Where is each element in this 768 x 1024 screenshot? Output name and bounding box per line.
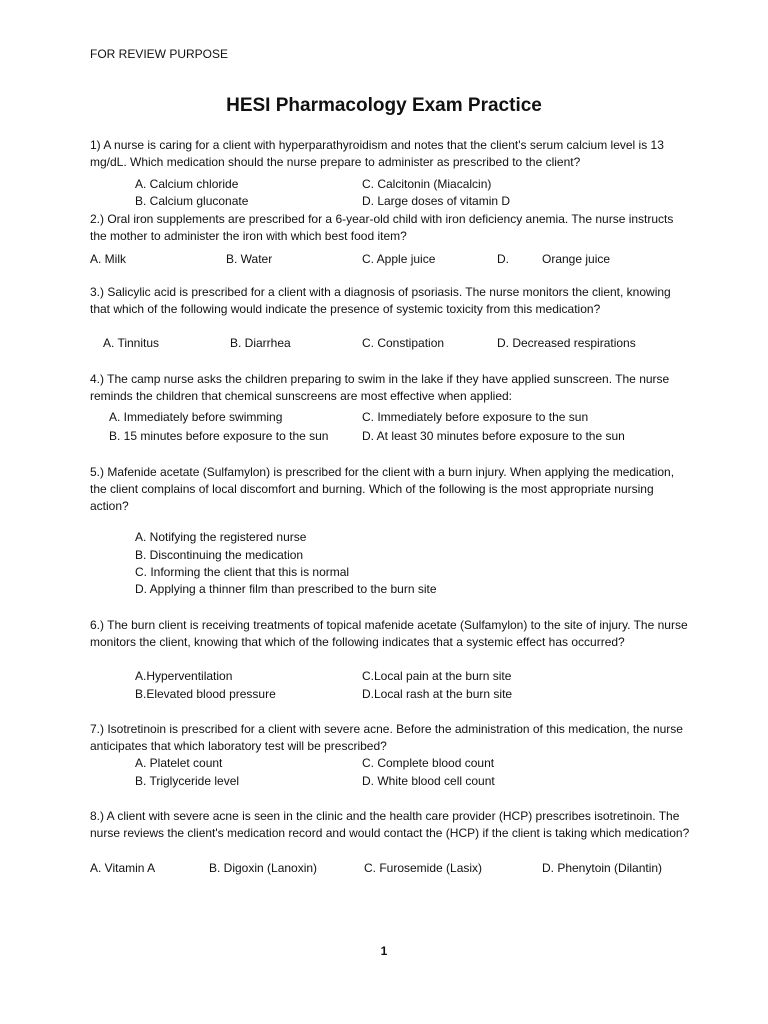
question-7-option-b: B. Triglyceride level <box>135 774 240 788</box>
question-4-option-c: C. Immediately before exposure to the sun <box>362 410 589 424</box>
question-8-option-a: A. Vitamin A <box>90 861 156 875</box>
question-4-option-b: B. 15 minutes before exposure to the sun <box>109 429 329 443</box>
question-3-option-b: B. Diarrhea <box>230 336 291 350</box>
question-1-option-a: A. Calcium chloride <box>135 177 239 191</box>
question-6-text: 6.) The burn client is receiving treatments of topical mafenide acetate (Sulfamylon) to the site of injury. The nurse monitors the client, knowing that which of the following indicates that a systemic effect has occurred? <box>90 618 688 649</box>
question-2-option-c: C. Apple juice <box>362 252 436 266</box>
question-7-option-a: A. Platelet count <box>135 756 223 770</box>
question-5-option-d: D. Applying a thinner film than prescribed to the burn site <box>135 582 437 596</box>
question-5-option-c: C. Informing the client that this is normal <box>135 565 350 579</box>
page-number: 1 <box>380 944 388 958</box>
question-3-option-a: A. Tinnitus <box>103 336 160 350</box>
question-5-option-b: B. Discontinuing the medication <box>135 548 304 562</box>
question-4-option-a: A. Immediately before swimming <box>109 410 283 424</box>
question-2-option-d-letter: D. <box>497 252 509 266</box>
question-8-option-d: D. Phenytoin (Dilantin) <box>542 861 663 875</box>
question-8-text: 8.) A client with severe acne is seen in the clinic and the health care provider (HCP) prescribes isotretinoin. The nurse reviews the client's medication record and would contact the (HCP) if the client is taking which medication? <box>90 809 690 840</box>
question-8-option-c: C. Furosemide (Lasix) <box>364 861 483 875</box>
question-1-option-c: C. Calcitonin (Miacalcin) <box>362 177 492 191</box>
question-7-option-d: D. White blood cell count <box>362 774 495 788</box>
question-2-option-d-text: Orange juice <box>542 252 611 266</box>
question-6-option-d: D.Local rash at the burn site <box>362 687 513 701</box>
question-4-text: 4.) The camp nurse asks the children preparing to swim in the lake if they have applied sunscreen. The nurse reminds the children that chemical sunscreens are most effective when applied: <box>90 372 670 403</box>
question-2-option-b: B. Water <box>226 252 273 266</box>
question-5-option-a: A. Notifying the registered nurse <box>135 530 307 544</box>
question-3-option-c: C. Constipation <box>362 336 445 350</box>
question-2-text: 2.) Oral iron supplements are prescribed for a 6-year-old child with iron deficiency anemia. The nurse instructs the mother to administer the iron with which best food item? <box>90 212 674 243</box>
question-4-option-d: D. At least 30 minutes before exposure to the sun <box>362 429 625 443</box>
question-5-text: 5.) Mafenide acetate (Sulfamylon) is prescribed for the client with a burn injury. When applying the medication, the client complains of local discomfort and burning. Which of the following is the most appropriate nursing action? <box>90 465 675 513</box>
question-3-text: 3.) Salicylic acid is prescribed for a client with a diagnosis of psoriasis. The nurse monitors the client, knowing that which of the following would indicate the presence of systemic toxicity from this medication? <box>90 285 671 316</box>
question-8-option-b: B. Digoxin (Lanoxin) <box>209 861 318 875</box>
page-title: HESI Pharmacology Exam Practice <box>226 95 542 116</box>
question-6-option-a: A.Hyperventilation <box>135 669 233 683</box>
question-1-option-d: D. Large doses of vitamin D <box>362 194 511 208</box>
question-7-option-c: C. Complete blood count <box>362 756 495 770</box>
question-1-option-b: B. Calcium gluconate <box>135 194 249 208</box>
question-3-option-d: D. Decreased respirations <box>497 336 636 350</box>
question-6-option-b: B.Elevated blood pressure <box>135 687 276 701</box>
question-2-option-a: A. Milk <box>90 252 126 266</box>
page-header: FOR REVIEW PURPOSE <box>90 47 229 61</box>
question-1-text: 1) A nurse is caring for a client with hyperparathyroidism and notes that the client's serum calcium level is 13 mg/dL. Which medication should the nurse prepare to administer as prescribed to the client? <box>90 138 664 169</box>
question-6-option-c: C.Local pain at the burn site <box>362 669 512 683</box>
question-7-text: 7.) Isotretinoin is prescribed for a client with severe acne. Before the administration of this medication, the nurse anticipates that which laboratory test will be prescribed? <box>90 722 683 753</box>
